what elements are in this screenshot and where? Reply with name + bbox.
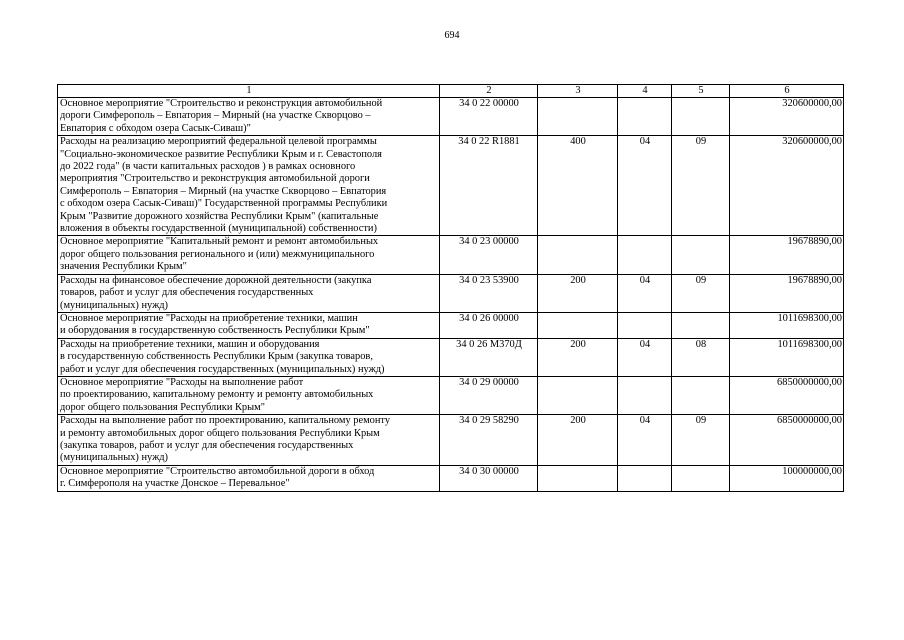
column-header-subsection: 5 (672, 85, 730, 98)
table-row (58, 236, 844, 274)
row-sum: 19678890,00 (730, 274, 844, 312)
row-expense-type: 200 (538, 274, 618, 312)
column-header-sum: 6 (730, 85, 844, 98)
row-sum: 320600000,00 (730, 98, 844, 136)
row-subsection (672, 376, 730, 414)
row-code: 34 0 23 00000 (440, 236, 538, 274)
row-subsection (672, 312, 730, 338)
row-code: 34 0 26 00000 (440, 312, 538, 338)
row-section (618, 312, 672, 338)
row-subsection: 09 (672, 136, 730, 236)
row-sum: 100000000,00 (730, 465, 844, 491)
row-expense-type: 200 (538, 338, 618, 376)
row-expense-type (538, 465, 618, 491)
row-subsection (672, 236, 730, 274)
page-number: 694 (444, 30, 460, 41)
row-section: 04 (618, 338, 672, 376)
column-header-expense-type: 3 (538, 85, 618, 98)
row-code: 34 0 30 00000 (440, 465, 538, 491)
table-row (58, 98, 844, 136)
row-code: 34 0 26 М370Д (440, 338, 538, 376)
table-header (58, 85, 844, 98)
row-description: Основное мероприятие "Строительство и реконструкция автомобильной дороги Симферополь – Евпатория – Мирный (на участке Скворцово – Евпатория с обходом озера Сасык-Сиваш)" (58, 98, 440, 136)
row-description: Основное мероприятие "Строительство автомобильной дороги в обход г. Симферополя на участке Донское – Перевальное" (58, 465, 440, 491)
row-section (618, 98, 672, 136)
row-description: Расходы на выполнение работ по проектированию, капитальному ремонту и ремонту автомобильных дорог общего пользования Республики Крым (закупка товаров, работ и услуг для обеспечения государственных (муниципальных) нужд) (58, 415, 440, 466)
row-subsection (672, 465, 730, 491)
row-subsection (672, 98, 730, 136)
row-description: Расходы на финансовое обеспечение дорожной деятельности (закупка товаров, работ и услуг для обеспечения государственных (муниципальных) нужд) (58, 274, 440, 312)
row-description: Основное мероприятие "Расходы на приобретение техники, машин и оборудования в государственную собственность Республики Крым" (58, 312, 440, 338)
row-section (618, 465, 672, 491)
row-description: Расходы на приобретение техники, машин и оборудования в государственную собственность Республики Крым (закупка товаров, работ и услуг для обеспечения государственных (муниципальных) нужд) (58, 338, 440, 376)
row-expense-type (538, 312, 618, 338)
header-row (58, 85, 844, 98)
row-sum: 320600000,00 (730, 136, 844, 236)
row-code: 34 0 29 00000 (440, 376, 538, 414)
row-sum: 19678890,00 (730, 236, 844, 274)
row-expense-type (538, 236, 618, 274)
table-row (58, 415, 844, 466)
row-sum: 6850000000,00 (730, 415, 844, 466)
budget-table (57, 84, 844, 492)
row-expense-type (538, 98, 618, 136)
row-subsection: 09 (672, 415, 730, 466)
row-subsection: 08 (672, 338, 730, 376)
row-code: 34 0 22 00000 (440, 98, 538, 136)
table-row (58, 274, 844, 312)
row-code: 34 0 22 R1881 (440, 136, 538, 236)
row-code: 34 0 23 53900 (440, 274, 538, 312)
table-row (58, 465, 844, 491)
row-section: 04 (618, 415, 672, 466)
row-sum: 6850000000,00 (730, 376, 844, 414)
row-section (618, 376, 672, 414)
row-description: Основное мероприятие "Капитальный ремонт и ремонт автомобильных дорог общего пользования регионального и (или) межмуниципального значения Республики Крым" (58, 236, 440, 274)
row-description: Основное мероприятие "Расходы на выполнение работ по проектированию, капитальному ремонту и ремонту автомобильных дорог общего пользования Республики Крым" (58, 376, 440, 414)
table-row (58, 312, 844, 338)
row-expense-type: 400 (538, 136, 618, 236)
row-expense-type (538, 376, 618, 414)
column-header-code: 2 (440, 85, 538, 98)
table-row (58, 338, 844, 376)
row-code: 34 0 29 58290 (440, 415, 538, 466)
table-body (58, 98, 844, 492)
row-section: 04 (618, 274, 672, 312)
row-section: 04 (618, 136, 672, 236)
row-sum: 1011698300,00 (730, 312, 844, 338)
column-header-description: 1 (58, 85, 440, 98)
row-sum: 1011698300,00 (730, 338, 844, 376)
table-row (58, 136, 844, 236)
table-row (58, 376, 844, 414)
row-section (618, 236, 672, 274)
column-header-section: 4 (618, 85, 672, 98)
row-description: Расходы на реализацию мероприятий федеральной целевой программы "Социально-экономическое развитие Республики Крым и г. Севастополя до 2022 года" (в части капитальных расходов ) в рамках основного мероприятия "Строительство и реконструкция автомобильной дороги Симферополь – Евпатория – Мирный (на участке Скворцово – Евпатория с обходом озера Сасык-Сиваш)" Государственной программы Республики Крым "Развитие дорожного хозяйства Республики Крым" (капитальные вложения в объекты государственной (муниципальной) собственности) (58, 136, 440, 236)
row-subsection: 09 (672, 274, 730, 312)
row-expense-type: 200 (538, 415, 618, 466)
